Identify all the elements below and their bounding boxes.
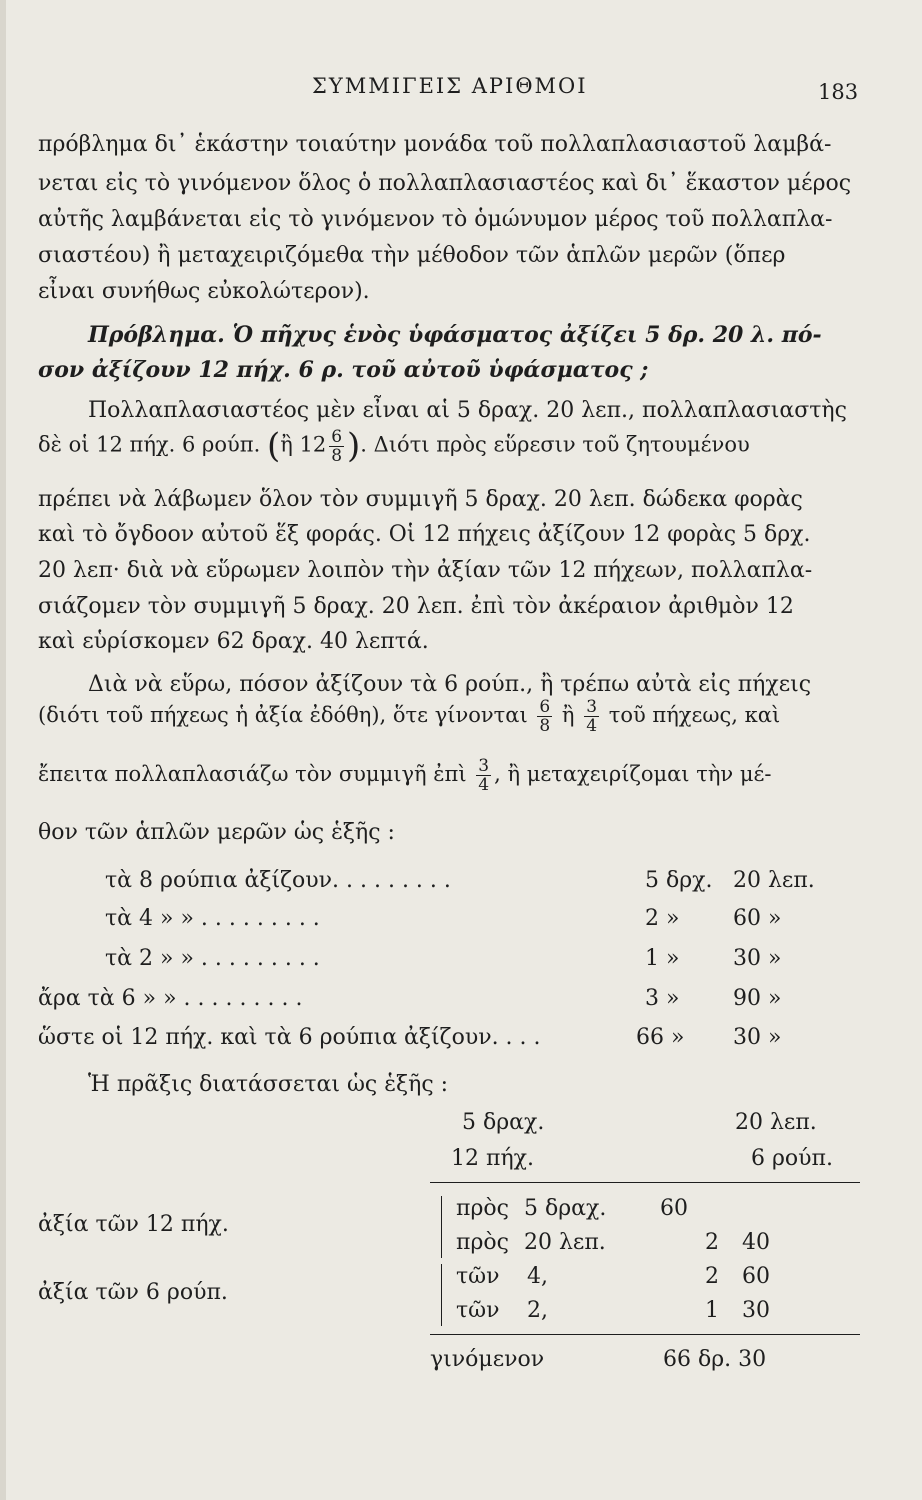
partial-unit: 20 λεπ. bbox=[524, 1230, 606, 1255]
partial-unit: 5 δραχ. bbox=[524, 1196, 607, 1221]
partial-drachmas: 2 bbox=[705, 1230, 719, 1255]
fraction bbox=[329, 428, 344, 465]
multiplicand-lepta: 20 λεπ. bbox=[735, 1110, 817, 1135]
open-paren: ( bbox=[266, 426, 281, 466]
multiplier-roupia: 6 ρούπ. bbox=[751, 1146, 833, 1171]
text-line: πρέπει νὰ λάβωμεν ὅλον τὸν συμμιγῆ 5 δραχ. 20 λεπ. δώδεκα φορὰς bbox=[38, 487, 803, 512]
partial-prefix: πρὸς bbox=[456, 1196, 509, 1221]
fraction-denominator: 4 bbox=[478, 775, 490, 795]
text-fragment: ἢ 12 bbox=[280, 432, 327, 457]
text-fragment: , ἢ μεταχειρίζομαι τὴν μέ- bbox=[494, 762, 772, 786]
text-fragment: ἢ bbox=[561, 703, 575, 727]
partial-prefix: πρὸς bbox=[456, 1230, 509, 1255]
text-line: 20 λεπ· διὰ νὰ εὕρωμεν λοιπὸν τὴν ἀξίαν τῶν 12 πήχεων, πολλαπλα- bbox=[38, 558, 813, 583]
fraction-numerator: 3 bbox=[478, 756, 490, 776]
text-fragment: ἔπειτα πολλαπλασιάζω τὸν συμμιγῆ ἐπὶ bbox=[38, 762, 467, 786]
left-brace bbox=[441, 1196, 448, 1258]
text-line: Πολλαπλασιαστέος μὲν εἶναι αἱ 5 δραχ. 20 λεπ., πολλαπλασιαστὴς bbox=[88, 398, 847, 423]
partial-unit: 2, bbox=[527, 1298, 548, 1323]
separator-line bbox=[430, 1334, 860, 1335]
left-brace bbox=[441, 1264, 448, 1326]
fraction bbox=[537, 698, 552, 735]
parts-row-lepta: 60 » bbox=[733, 906, 782, 931]
text-line: Ἡ πρᾶξις διατάσσεται ὡς ἑξῆς : bbox=[88, 1072, 449, 1097]
parts-row-label: τὰ 4 » » . . . . . . . . . bbox=[105, 906, 320, 931]
problem-statement: σον ἀξίζουν 12 πήχ. 6 ρ. τοῦ αὐτοῦ ὑφάσματος ; bbox=[38, 357, 649, 383]
partial-lepta: 30 bbox=[742, 1298, 770, 1323]
fraction-numerator: 6 bbox=[331, 426, 343, 447]
fraction-numerator: 3 bbox=[586, 697, 598, 717]
text-line: καὶ εὑρίσκομεν 62 δραχ. 40 λεπτά. bbox=[38, 629, 429, 654]
text-line: θον τῶν ἁπλῶν μερῶν ὡς ἑξῆς : bbox=[38, 820, 395, 845]
parts-row-label: ἄρα τὰ 6 » » . . . . . . . . . bbox=[38, 986, 303, 1011]
text-line: αὐτῆς λαμβάνεται εἰς τὸ γινόμενον τὸ ὁμώνυμον μέρος τοῦ πολλαπλα- bbox=[38, 207, 833, 232]
text-fragment: δὲ οἱ 12 πήχ. 6 ρούπ. bbox=[38, 432, 261, 457]
partial-drachmas: 60 bbox=[660, 1196, 688, 1221]
partial-drachmas: 2 bbox=[705, 1264, 719, 1289]
text-fragment: Διότι πρὸς εὕρεσιν τοῦ ζητουμένου bbox=[373, 432, 750, 457]
text-line-with-fraction: δὲ οἱ 12 πήχ. 6 ρούπ. (ἢ 12 $\frac{6}{8}$ ). Διότι πρὸς εὕρεσιν τοῦ ζητουμένου bbox=[38, 426, 750, 466]
problem-statement: Πρόβλημα. Ὁ πῆχυς ἑνὸς ὑφάσματος ἀξίζει 5 δρ. 20 λ. πό- bbox=[88, 322, 822, 348]
text-line: σιαστέου) ἢ μεταχειριζόμεθα τὴν μέθοδον τῶν ἁπλῶν μερῶν (ὅπερ bbox=[38, 243, 786, 268]
text-line: εἶναι συνήθως εὐκολώτερον). bbox=[38, 279, 370, 304]
page-number: 183 bbox=[818, 80, 859, 104]
product-label: γινόμενον bbox=[430, 1347, 545, 1372]
text-fragment: τοῦ πήχεως, καὶ bbox=[608, 703, 781, 727]
fraction bbox=[476, 757, 491, 794]
parts-row-label: ὥστε οἱ 12 πήχ. καὶ τὰ 6 ρούπια ἀξίζουν. . . . bbox=[38, 1025, 541, 1050]
fraction-denominator: 4 bbox=[586, 716, 598, 736]
partial-unit: 4, bbox=[527, 1264, 548, 1289]
value-label-pechys: ἀξία τῶν 12 πήχ. bbox=[38, 1212, 229, 1237]
partial-drachmas: 1 bbox=[705, 1298, 719, 1323]
parts-row-label: τὰ 2 » » . . . . . . . . . bbox=[105, 946, 320, 971]
text-line: πρόβλημα δι᾽ ἑκάστην τοιαύτην μονάδα τοῦ πολλαπλασιαστοῦ λαμβά- bbox=[38, 132, 832, 157]
text-line: σιάζομεν τὸν συμμιγῆ 5 δραχ. 20 λεπ. ἐπὶ τὸν ἀκέραιον ἀριθμὸν 12 bbox=[38, 594, 794, 619]
multiplicand-drachmas: 5 δραχ. bbox=[462, 1110, 545, 1135]
fraction-numerator: 6 bbox=[539, 697, 551, 717]
value-label-roupia: ἀξία τῶν 6 ρούπ. bbox=[38, 1280, 228, 1305]
text-line: Διὰ νὰ εὕρω, πόσον ἀξίζουν τὰ 6 ρούπ., ἢ τρέπω αὐτὰ εἰς πήχεις bbox=[88, 672, 812, 697]
parts-row-drachmas: 2 » bbox=[645, 906, 680, 931]
parts-row-drachmas: 1 » bbox=[645, 946, 680, 971]
partial-lepta: 40 bbox=[742, 1230, 770, 1255]
text-fragment: (διότι τοῦ πήχεως ἡ ἀξία ἐδόθη), ὅτε γίνονται bbox=[38, 703, 528, 727]
partial-prefix: τῶν bbox=[456, 1298, 500, 1323]
separator-line bbox=[430, 1182, 860, 1183]
text-line: νεται εἰς τὸ γινόμενον ὅλος ὁ πολλαπλασιαστέος καὶ δι᾽ ἕκαστον μέρος bbox=[38, 171, 852, 196]
parts-row-drachmas: 5 δρχ. bbox=[645, 868, 713, 893]
parts-row-lepta: 20 λεπ. bbox=[733, 868, 815, 893]
parts-row-label: τὰ 8 ρούπια ἀξίζουν. . . . . . . . . bbox=[105, 868, 451, 893]
parts-row-drachmas: 3 » bbox=[645, 986, 680, 1011]
text-line-with-fraction bbox=[38, 698, 780, 735]
page-gutter bbox=[0, 0, 6, 1500]
parts-row-lepta: 90 » bbox=[733, 986, 782, 1011]
parts-row-lepta: 30 » bbox=[733, 1025, 782, 1050]
partial-prefix: τῶν bbox=[456, 1264, 500, 1289]
text-line: καὶ τὸ ὄγδοον αὐτοῦ ἕξ φοράς. Οἱ 12 πήχεις ἀξίζουν 12 φορὰς 5 δρχ. bbox=[38, 522, 811, 547]
fraction-denominator: 8 bbox=[539, 716, 551, 736]
running-header: ΣΥΜΜΙΓΕΙΣ ΑΡΙΘΜΟΙ bbox=[312, 74, 588, 98]
product-value: 66 δρ. 30 bbox=[663, 1347, 767, 1372]
fraction bbox=[584, 698, 599, 735]
partial-lepta: 60 bbox=[742, 1264, 770, 1289]
fraction-denominator: 8 bbox=[331, 445, 343, 466]
close-paren: ) bbox=[347, 426, 361, 466]
parts-row-lepta: 30 » bbox=[733, 946, 782, 971]
text-line-with-fraction bbox=[38, 757, 771, 794]
parts-row-drachmas: 66 » bbox=[636, 1025, 685, 1050]
multiplier-pechys: 12 πήχ. bbox=[451, 1146, 534, 1171]
